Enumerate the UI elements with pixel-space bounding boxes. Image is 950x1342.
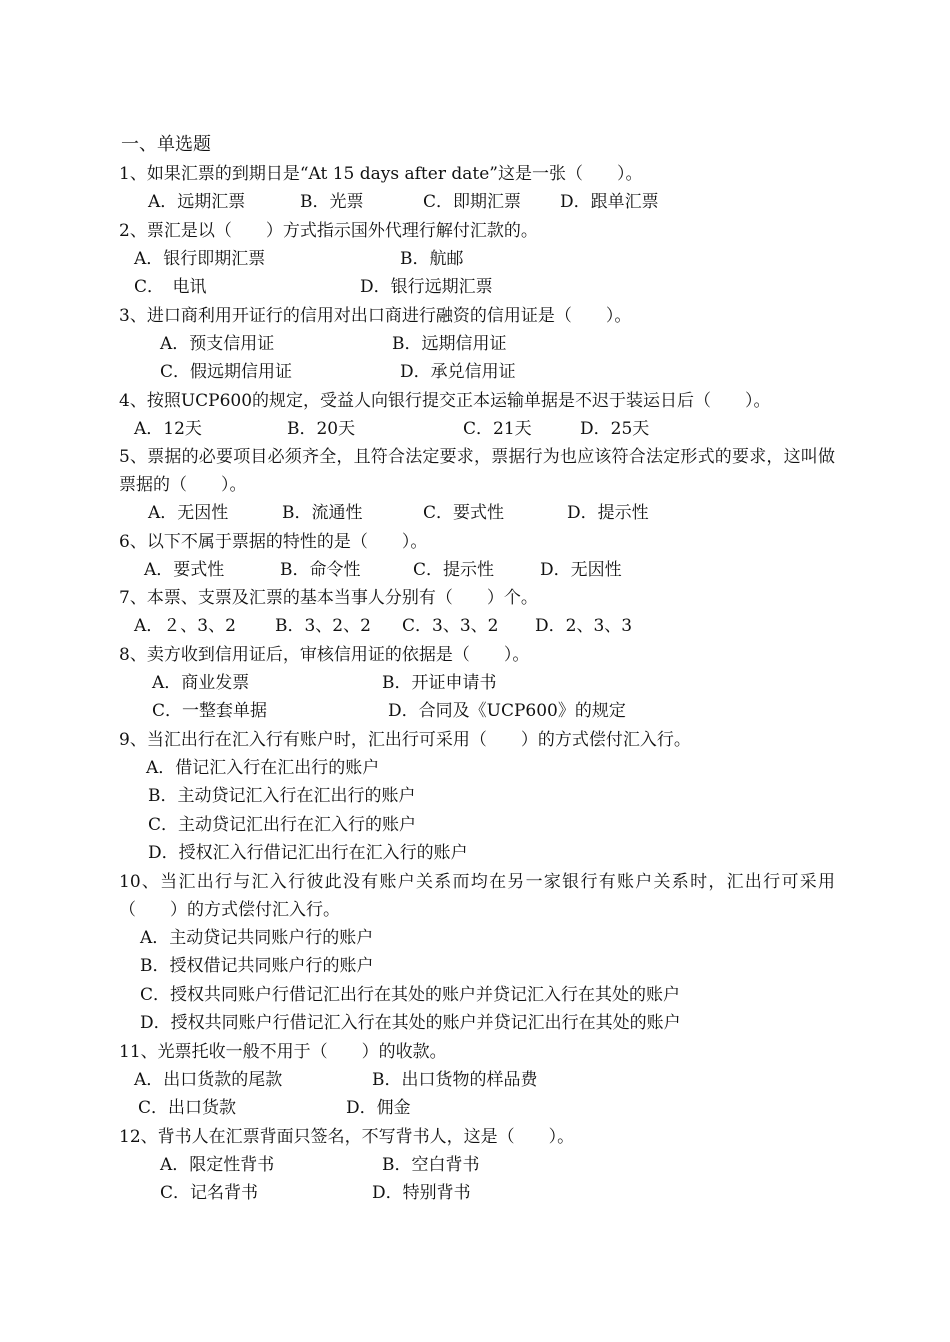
section-title: 一、单选题 — [121, 134, 211, 155]
option-row — [0, 754, 950, 783]
option-row — [0, 697, 950, 726]
option-row — [0, 1066, 950, 1095]
option-b: B．20天 — [287, 418, 356, 439]
option-c: C．提示性 — [413, 559, 495, 580]
option-row — [0, 330, 950, 359]
option-a: A．银行即期汇票 — [134, 248, 266, 269]
option-c: C．授权共同账户行借记汇出行在其处的账户并贷记汇入行在其处的账户 — [140, 984, 681, 1005]
option-c: C．假远期信用证 — [160, 362, 293, 382]
option-row — [0, 415, 950, 444]
option-c: C．主动贷记汇出行在汇入行的账户 — [148, 814, 417, 835]
option-b: B．远期信用证 — [392, 333, 507, 354]
question-7 — [0, 584, 950, 641]
option-b: B．授权借记共同账户行的账户 — [140, 956, 374, 976]
question-stem: 3、进口商利用开证行的信用对出口商进行融资的信用证是（ ）。 — [119, 305, 632, 326]
option-b: B．出口货物的样品费 — [372, 1069, 538, 1090]
option-d: D．授权汇入行借记汇出行在汇入行的账户 — [148, 843, 468, 863]
option-d: D．25天 — [580, 418, 650, 439]
option-c: C．记名背书 — [160, 1183, 259, 1203]
option-a: A．主动贷记共同账户行的账户 — [140, 927, 374, 948]
option-d: D．银行远期汇票 — [360, 277, 493, 297]
option-a: A．出口货款的尾款 — [134, 1069, 283, 1090]
question-stem: 7、本票、支票及汇票的基本当事人分别有（ ）个。 — [119, 588, 538, 608]
option-a: A．商业发票 — [152, 672, 250, 693]
option-a: A．要式性 — [144, 559, 225, 580]
option-row — [0, 669, 950, 698]
option-row — [0, 981, 950, 1010]
option-b: B．光票 — [300, 192, 364, 212]
option-d: D．跟单汇票 — [560, 192, 659, 212]
question-stem: 11、光票托收一般不用于（ ）的收款。 — [119, 1041, 447, 1062]
option-d: D．承兑信用证 — [400, 362, 516, 382]
question-3 — [0, 302, 950, 387]
option-row — [0, 1094, 950, 1123]
option-d: D．2、3、3 — [535, 616, 633, 636]
option-row — [0, 499, 950, 528]
option-d: D．提示性 — [567, 503, 649, 523]
question-stem: 1、如果汇票的到期日是“At 15 days after date”这是一张（ ）。 — [119, 164, 643, 184]
option-row — [0, 358, 950, 387]
option-row — [0, 811, 950, 840]
option-d: D．无因性 — [540, 559, 622, 580]
question-stem: 12、背书人在汇票背面只签名，不写背书人，这是（ ）。 — [119, 1126, 575, 1147]
question-10 — [0, 868, 950, 1038]
option-a: A．12天 — [134, 418, 202, 439]
option-b: B．3、2、2 — [275, 616, 371, 636]
question-stem: 2、票汇是以（ ）方式指示国外代理行解付汇款的。 — [119, 220, 538, 241]
option-row — [0, 839, 950, 868]
question-stem: 4、按照UCP600的规定，受益人向银行提交正本运输单据是不迟于装运日后（ ）。 — [119, 390, 771, 411]
option-d: D．授权共同账户行借记汇入行在其处的账户并贷记汇出行在其处的账户 — [140, 1013, 681, 1033]
question-1 — [0, 160, 950, 217]
option-b: B．命令性 — [280, 559, 361, 580]
question-stem: 10、当汇出行与汇入行彼此没有账户关系而均在另一家银行有账户关系时，汇出行可采用（ ）的方式偿付汇入行。 — [119, 871, 835, 920]
question-11 — [0, 1038, 950, 1123]
option-b: B．开证申请书 — [382, 672, 497, 693]
question-stem: 6、以下不属于票据的特性的是（ ）。 — [119, 531, 428, 552]
option-a: A．限定性背书 — [160, 1154, 275, 1175]
option-a: A．远期汇票 — [148, 192, 246, 212]
option-c: C．21天 — [463, 418, 532, 439]
question-5 — [0, 443, 950, 528]
option-row — [0, 245, 950, 274]
option-c: C． 电讯 — [134, 277, 207, 297]
option-c: C．3、3、2 — [402, 616, 499, 636]
option-row — [0, 952, 950, 981]
question-stem: 5、票据的必要项目必须齐全，且符合法定要求，票据行为也应该符合法定形式的要求，这叫做票据的（ ）。 — [119, 447, 835, 495]
option-row — [0, 273, 950, 302]
option-row — [0, 1179, 950, 1208]
option-b: B．流通性 — [282, 503, 363, 523]
option-d: D．特别背书 — [372, 1183, 471, 1203]
option-d: D．佣金 — [346, 1098, 411, 1118]
question-stem: 8、卖方收到信用证后，审核信用证的依据是（ ）。 — [119, 644, 530, 665]
question-12 — [0, 1123, 950, 1208]
option-row — [0, 1009, 950, 1038]
option-c: C．即期汇票 — [423, 192, 522, 212]
question-stem: 9、当汇出行在汇入行有账户时，汇出行可采用（ ）的方式偿付汇入行。 — [119, 729, 691, 750]
option-a: A．预支信用证 — [160, 333, 275, 354]
question-4 — [0, 387, 950, 444]
question-6 — [0, 528, 950, 585]
question-8 — [0, 641, 950, 726]
option-c: C．一整套单据 — [152, 701, 268, 721]
option-a: A．无因性 — [148, 503, 229, 523]
option-a: A．２、3、2 — [134, 616, 236, 636]
option-b: B．空白背书 — [382, 1154, 480, 1175]
option-c: C．要式性 — [423, 503, 505, 523]
question-9 — [0, 726, 950, 868]
question-list — [0, 160, 950, 1208]
option-row — [0, 188, 950, 217]
option-b: B．主动贷记汇入行在汇出行的账户 — [148, 786, 416, 806]
question-2 — [0, 217, 950, 302]
option-b: B．航邮 — [400, 248, 464, 269]
option-row — [0, 924, 950, 953]
option-row — [0, 782, 950, 811]
option-row — [0, 612, 950, 641]
option-row — [0, 1151, 950, 1180]
option-d: D．合同及《UCP600》的规定 — [388, 701, 626, 721]
option-a: A．借记汇入行在汇出行的账户 — [146, 757, 380, 778]
option-row — [0, 556, 950, 585]
option-c: C．出口货款 — [138, 1098, 237, 1118]
